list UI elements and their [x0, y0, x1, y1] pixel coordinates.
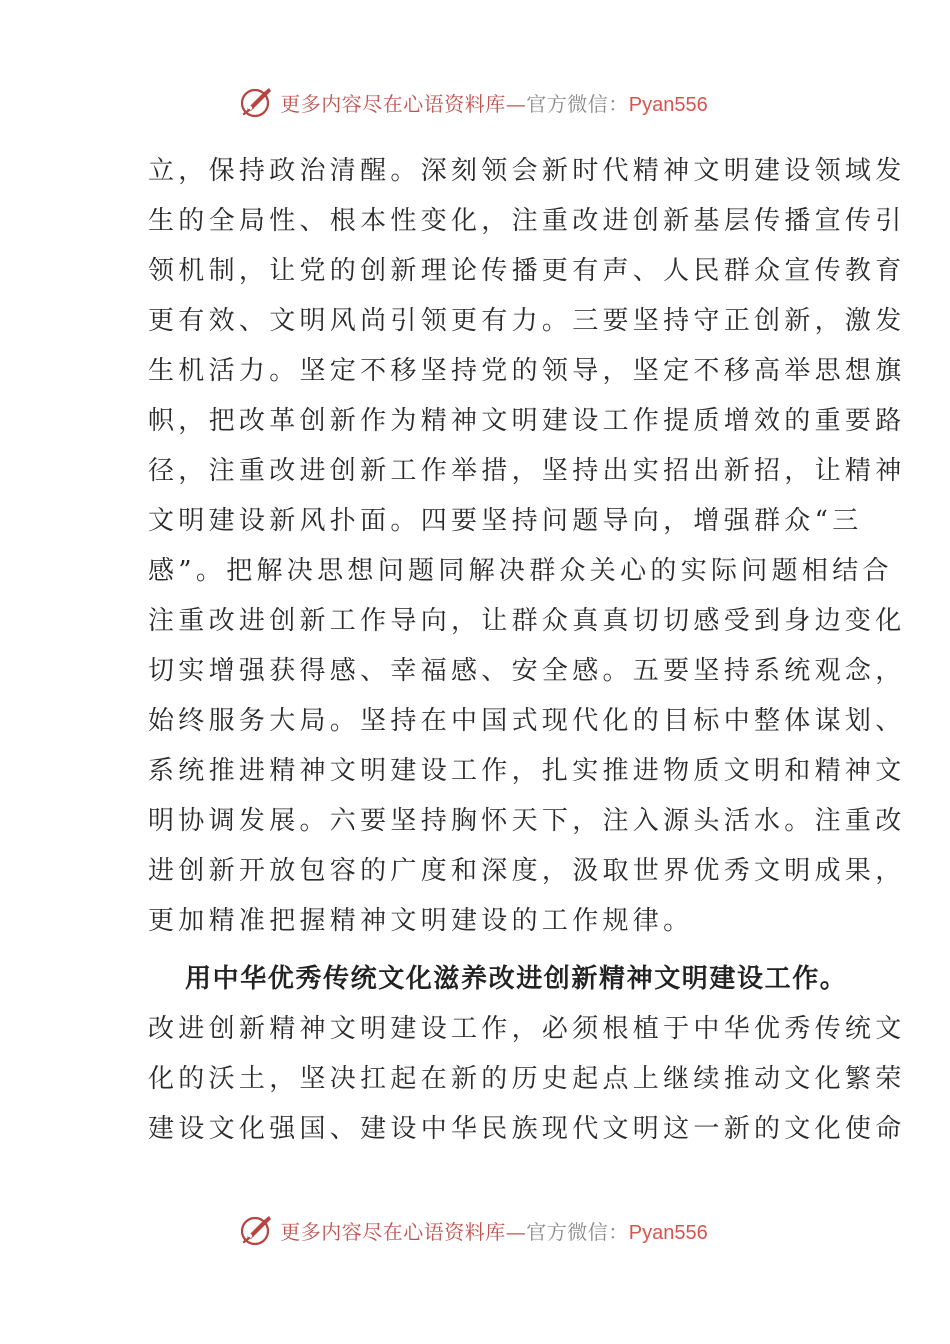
document-body [148, 146, 906, 1154]
header-banner-text [280, 88, 707, 117]
section-heading: 用中华优秀传统文化滋养改进创新精神文明建设工作。 [185, 964, 848, 994]
header-banner [0, 80, 950, 124]
body-line: 切实增强获得感、幸福感、安全感。五要坚持系统观念， [148, 656, 906, 686]
body-line: 明协调发展。六要坚持胸怀天下，注入源头活水。注重改 [148, 806, 906, 836]
body-line: 始终服务大局。坚持在中国式现代化的目标中整体谋划、 [148, 706, 906, 736]
footer-banner-separator: — [505, 1219, 527, 1244]
body-line: 系统推进精神文明建设工作，扎实推进物质文明和精神文 [148, 756, 906, 786]
footer-banner-inner [238, 1212, 707, 1248]
body-line: 进创新开放包容的广度和深度，汲取世界优秀文明成果， [148, 856, 906, 886]
body-line: 建设文化强国、建设中华民族现代文明这一新的文化使命 [148, 1114, 906, 1144]
body-line: 文明建设新风扑面。四要坚持问题导向，增强群众“三 [148, 506, 863, 536]
footer-banner [0, 1208, 950, 1252]
header-banner-id: Pyan556 [628, 93, 708, 116]
pen-nib-seal-icon [238, 1212, 274, 1248]
body-line: 改进创新精神文明建设工作，必须根植于中华优秀传统文 [148, 1014, 906, 1044]
body-line: 领机制，让党的创新理论传播更有声、人民群众宣传教育 [148, 256, 906, 286]
header-banner-main: 更多内容尽在心语资料库 [280, 91, 506, 116]
body-line: 化的沃土，坚决扛起在新的历史起点上继续推动文化繁荣 [148, 1064, 906, 1094]
body-line: 更加精准把握精神文明建设的工作规律。 [148, 906, 694, 936]
pen-nib-seal-icon [238, 84, 274, 120]
footer-banner-id: Pyan556 [628, 1221, 708, 1244]
body-line: 更有效、文明风尚引领更有力。三要坚持守正创新，激发 [148, 306, 906, 336]
body-line: 生的全局性、根本性变化，注重改进创新基层传播宣传引 [148, 206, 906, 236]
header-banner-separator: — [505, 91, 527, 116]
footer-banner-text [280, 1216, 707, 1245]
body-line: 立，保持政治清醒。深刻领会新时代精神文明建设领域发 [148, 156, 906, 186]
body-line: 注重改进创新工作导向，让群众真真切切感受到身边变化 [148, 606, 906, 636]
header-banner-inner [238, 84, 707, 120]
body-line: 感”。把解决思想问题同解决群众关心的实际问题相结合 [148, 556, 893, 586]
body-line: 径，注重改进创新工作举措，坚持出实招出新招，让精神 [148, 456, 906, 486]
footer-banner-label: 官方微信： [526, 1219, 629, 1244]
body-line: 帜，把改革创新作为精神文明建设工作提质增效的重要路 [148, 406, 906, 436]
header-banner-label: 官方微信： [526, 91, 629, 116]
footer-banner-main: 更多内容尽在心语资料库 [280, 1219, 506, 1244]
body-line: 生机活力。坚定不移坚持党的领导，坚定不移高举思想旗 [148, 356, 906, 386]
